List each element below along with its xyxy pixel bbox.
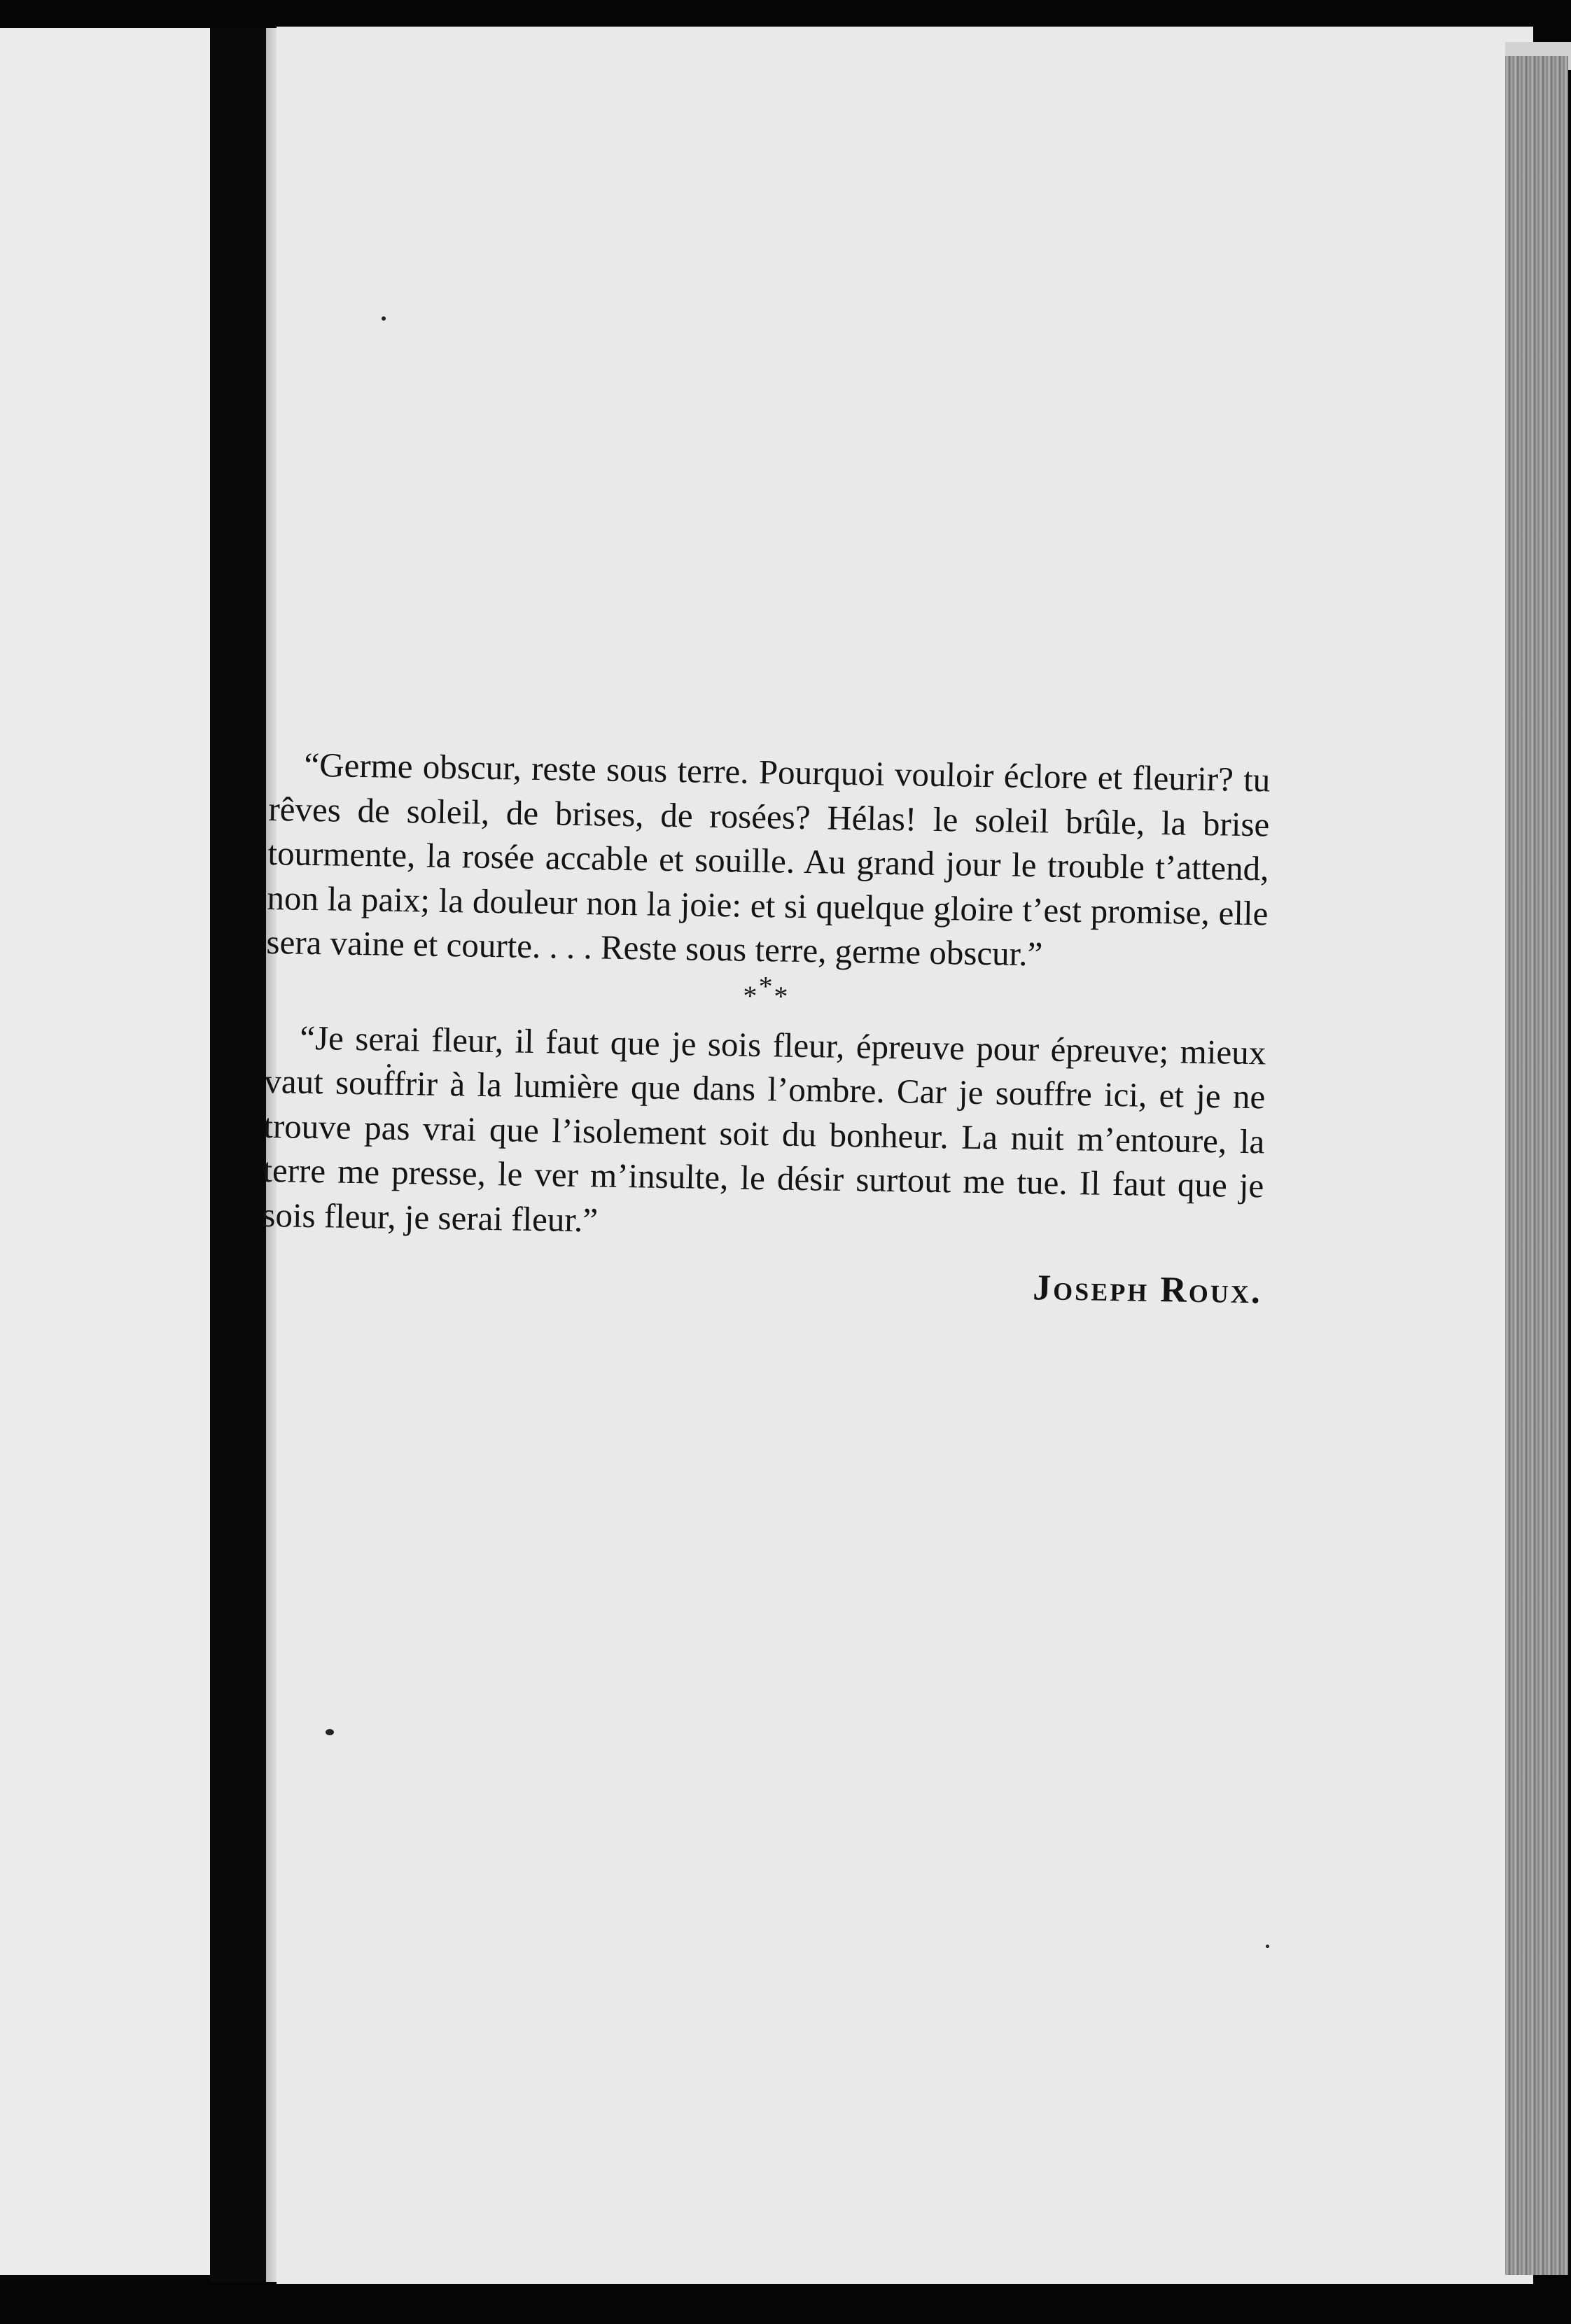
paper-speck: [382, 316, 386, 321]
paper-speck: [326, 1729, 334, 1735]
left-page-edge: [0, 28, 210, 2275]
binding-strip: [210, 28, 266, 2282]
author-signature: Joseph Roux.: [1032, 1268, 1263, 1312]
asterism-star-right: *: [774, 979, 790, 1012]
page-fore-edge: [1505, 56, 1568, 2275]
asterism-star-middle: *: [758, 969, 774, 1002]
asterism-star-left: *: [743, 979, 759, 1011]
paper-speck: [1266, 1945, 1269, 1948]
quote-paragraph-germe: “Germe obscur, reste sous terre. Pourquoi vouloir éclore et fleurir? tu rêves de soleil, de brises, de rosées? Hélas! le soleil brûle, la brise tourmente, la rosée accable et souille. Au grand jour le trouble t’attend, non la paix; la douleur non la joie: et si quelque gloire t’est promise, elle sera vaine et courte. . . . Reste sous terre, germe obscur.”: [266, 745, 1271, 974]
quote-paragraph-fleur: “Je serai fleur, il faut que je sois fleur, épreuve pour épreuve; mieux vaut souffrir à la lumière que dans l’ombre. Car je souffre ici, et je ne trouve pas vrai que l’isolement soit du bonheur. La nuit m’entoure, la terre me presse, le ver m’insulte, le désir surtout me tue. Il faut que je sois fleur, je serai fleur.”: [261, 1018, 1266, 1239]
quotation-text-block: [261, 742, 1271, 1314]
